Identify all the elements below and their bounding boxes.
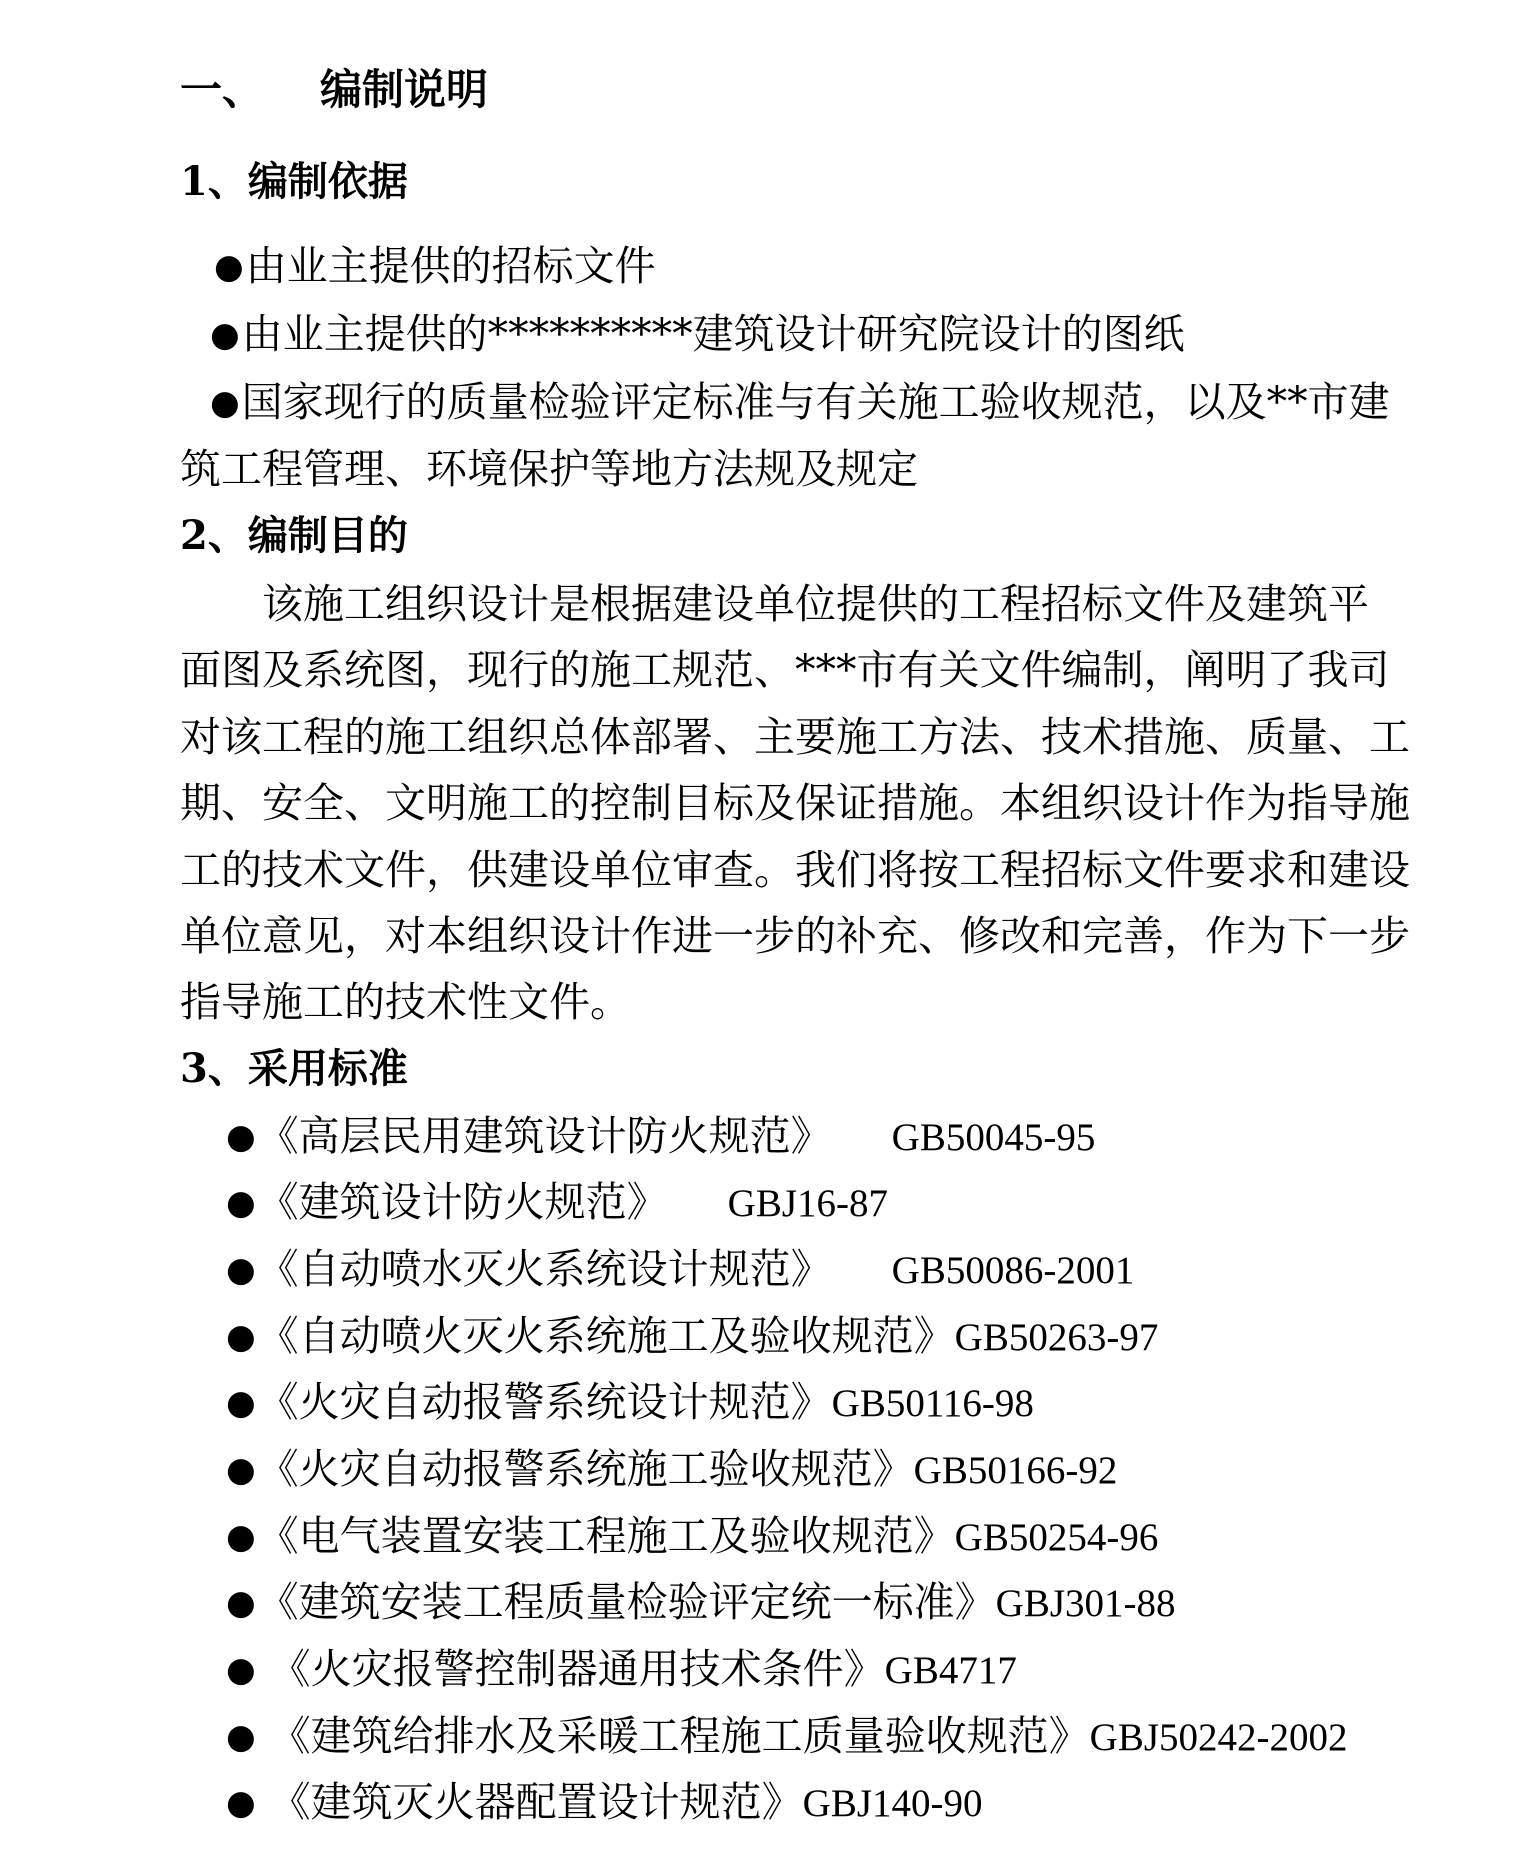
standard-name: 《建筑设计防火规范》: [257, 1178, 668, 1226]
standard-item: [226, 1512, 1158, 1562]
basis-item-text: 由业主提供的**********建筑设计研究院设计的图纸: [241, 310, 1185, 358]
standard-item: [226, 1778, 983, 1828]
standard-item: [226, 1178, 888, 1228]
bullet-icon: ●: [226, 1183, 256, 1223]
standard-name: 《电气装置安装工程施工及验收规范》: [257, 1512, 955, 1560]
bullet-icon: ●: [214, 247, 244, 287]
standard-item: [226, 1245, 1134, 1295]
purpose-line-1: 该施工组织设计是根据建设单位提供的工程招标文件及建筑平: [262, 580, 1369, 628]
standard-item: [226, 1112, 1095, 1162]
bullet-icon: ●: [210, 383, 240, 423]
standard-code: GB50254-96: [954, 1516, 1159, 1559]
heading-number: 一、: [180, 65, 265, 114]
standard-code: GBJ16-87: [727, 1182, 889, 1225]
bullet-icon: ●: [226, 1317, 256, 1357]
bullet-icon: ●: [226, 1117, 256, 1157]
basis-item-1: [214, 242, 656, 291]
bullet-icon: ●: [226, 1517, 256, 1557]
standard-code: GB50166-92: [913, 1449, 1118, 1492]
standard-name: 《建筑给排水及采暖工程施工质量验收规范》: [269, 1712, 1090, 1760]
purpose-line-3: 对该工程的施工组织总体部署、主要施工方法、技术措施、质量、工: [180, 713, 1410, 761]
standard-name: 《自动喷火灭火系统施工及验收规范》: [257, 1312, 955, 1360]
bullet-icon: ●: [210, 315, 240, 355]
section-1-title: 1、编制依据: [180, 158, 408, 205]
standard-code: GB4717: [884, 1649, 1017, 1692]
bullet-icon: ●: [226, 1383, 256, 1423]
purpose-line-6: 单位意见，对本组织设计作进一步的补充、修改和完善，作为下一步: [180, 912, 1410, 960]
purpose-line-4: 期、安全、文明施工的控制目标及保证措施。本组织设计作为指导施: [180, 779, 1410, 827]
standard-code: GB50116-98: [831, 1382, 1034, 1425]
bullet-icon: ●: [226, 1583, 256, 1623]
standard-name: 《高层民用建筑设计防火规范》: [257, 1112, 832, 1160]
standard-item: [226, 1578, 1176, 1628]
standard-code: GBJ50242-2002: [1089, 1716, 1348, 1759]
bullet-icon: ●: [226, 1650, 256, 1690]
standard-code: GB50263-97: [954, 1316, 1159, 1359]
basis-item-3-continued: 筑工程管理、环境保护等地方法规及规定: [180, 445, 918, 493]
bullet-icon: ●: [226, 1250, 256, 1290]
purpose-line-2: 面图及系统图，现行的施工规范、***市有关文件编制，阐明了我司: [180, 646, 1390, 694]
basis-item-2: [210, 310, 1185, 359]
standard-item: [226, 1712, 1348, 1762]
standard-item: [226, 1645, 1017, 1695]
bullet-icon: ●: [226, 1783, 256, 1823]
main-heading: [180, 66, 488, 114]
standard-name: 《自动喷水灭火系统设计规范》: [257, 1245, 832, 1293]
standard-code: GBJ301-88: [995, 1582, 1176, 1625]
standard-name: 《建筑安装工程质量检验评定统一标准》: [257, 1578, 996, 1626]
purpose-line-5: 工的技术文件，供建设单位审查。我们将按工程招标文件要求和建设: [180, 846, 1410, 894]
standard-name: 《火灾自动报警系统设计规范》: [257, 1378, 832, 1426]
standard-name: 《火灾报警控制器通用技术条件》: [269, 1645, 885, 1693]
bullet-icon: ●: [226, 1450, 256, 1490]
section-3-title: 3、采用标准: [180, 1045, 408, 1092]
basis-item-text: 国家现行的质量检验评定标准与有关施工验收规范，以及**市建: [241, 378, 1390, 426]
purpose-line-7: 指导施工的技术性文件。: [180, 978, 631, 1026]
standard-item: [226, 1378, 1034, 1428]
standard-item: [226, 1312, 1158, 1362]
heading-title: 编制说明: [320, 65, 489, 114]
section-2-title: 2、编制目的: [180, 512, 408, 559]
bullet-icon: ●: [226, 1717, 256, 1757]
standard-name: 《建筑灭火器配置设计规范》: [269, 1778, 803, 1826]
standard-name: 《火灾自动报警系统施工验收规范》: [257, 1445, 914, 1493]
standard-code: GB50045-95: [891, 1116, 1096, 1159]
standard-item: [226, 1445, 1117, 1495]
standard-code: GB50086-2001: [891, 1249, 1135, 1292]
standard-code: GBJ140-90: [802, 1782, 983, 1825]
basis-item-3: [210, 378, 1390, 427]
basis-item-text: 由业主提供的招标文件: [245, 242, 656, 290]
